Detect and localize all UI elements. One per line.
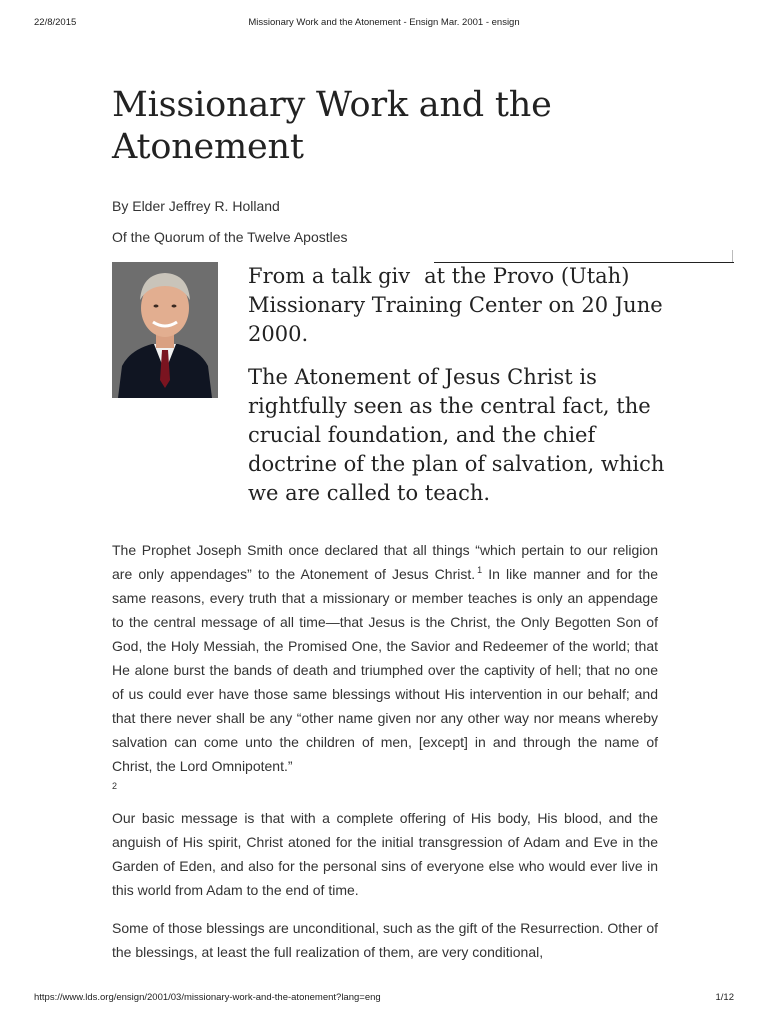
- print-header: [34, 17, 734, 31]
- article: [112, 84, 665, 978]
- print-page-title: Missionary Work and the Atonement - Ensign Mar. 2001 - ensign: [248, 17, 520, 28]
- footnote-ref-2[interactable]: 2: [112, 781, 118, 791]
- body-paragraph-3: Some of those blessings are unconditional, such as the gift of the Resurrection. Other of the blessings, at least the full realization of them, are very conditional,: [112, 920, 658, 960]
- body-paragraph-2: Our basic message is that with a complete offering of His body, His blood, and the anguish of His spirit, Christ atoned for the initial transgression of Adam and Eve in the Garden of Eden, and also for the personal sins of everyone else who would ever live in this world from Adam to the end of time.: [112, 810, 658, 898]
- overlap-mask: [411, 271, 423, 285]
- article-intro: [112, 262, 665, 514]
- article-title: Missionary Work and the Atonement: [112, 85, 552, 167]
- print-date: 22/8/2015: [34, 17, 77, 28]
- lead-paragraph-1: From a talk giv at the Provo (Utah) Missionary Training Center on 20 June 2000.: [248, 264, 663, 346]
- lead-paragraph-2: The Atonement of Jesus Christ is rightfully seen as the central fact, the crucial foundation, and the chief doctrine of the plan of salvation, which we are called to teach.: [248, 365, 665, 505]
- body-paragraph-1: The Prophet Joseph Smith once declared that all things “which pertain to our religion are only appendages” to the Atonement of Jesus Christ. $^1$ In like manner and for the same reasons, every truth that a missionary or member teaches is only an appendage to the central message of all time—that Jesus is the Christ, the Only Begotten Son of God, the Holy Messiah, the Promised One, the Savior and Redeemer of the world; that He alone burst the bands of death and triumphed over the captivity of hell; that no one of us could ever have those same blessings without His intervention in our behalf; and that there never shall be any “other name given nor any other way nor means whereby salvation can come unto the children of men, [except] in and through the name of Christ, the Lord Omnipotent.” 2: [112, 542, 659, 791]
- author-office: Of the Quorum of the Twelve Apostles: [112, 229, 348, 245]
- article-body: [112, 538, 658, 964]
- footnote-ref-1[interactable]: 1: [477, 565, 483, 575]
- page-number: 1/12: [715, 992, 734, 1003]
- print-url[interactable]: https://www.lds.org/ensign/2001/03/missionary-work-and-the-atonement?lang=eng: [34, 992, 381, 1003]
- lead-text: [248, 262, 668, 508]
- rule-tick: [732, 250, 733, 262]
- author-portrait: [112, 262, 218, 398]
- author-byline: By Elder Jeffrey R. Holland: [112, 198, 280, 214]
- print-footer: [34, 992, 734, 1006]
